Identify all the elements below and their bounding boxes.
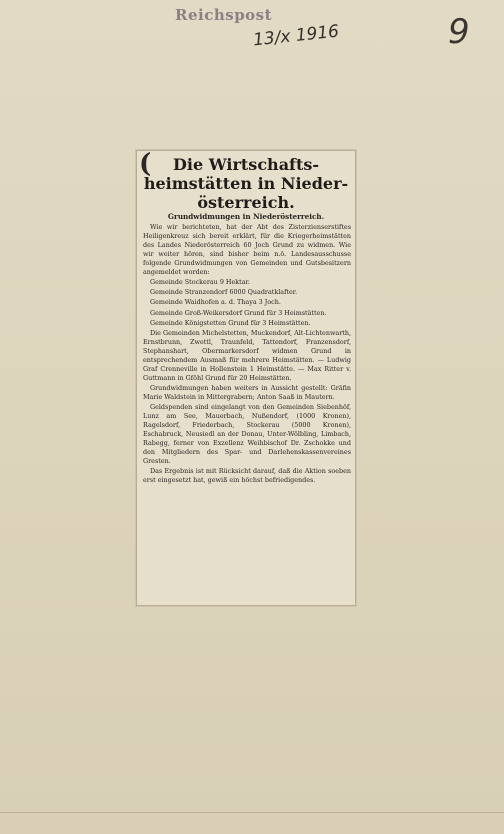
paragraph: Wie wir berichteten, hat der Abt des Zisterzienserstiftes Heiligenkreuz sich bereit erklärt, für die Kriegerheimstätten des Landes Niederösterreich 60 Joch Grund zu widmen. Wie wir weiter hören, sind bisher beim n.ö. Landesausschusse folgende Grundwidmungen von Gemeinden und Gutsbesitzern angemeldet worden: (143, 223, 351, 276)
paragraph: Gemeinde Waidhofen a. d. Thaya 3 Joch. (150, 298, 281, 307)
paragraph: Geldspenden sind eingelangt von den Gemeinden Siebenhöf, Lunz am See, Mauerbach, Nußendorf, (1000 Kronen), Ragelsdorf, Friederbach, Stockerau (5000 Kronen), Eschabruck, Neusiedl an der Donau, Unter-Wölbling, Limbach, Rabegg, ferner von Exzellenz Weihbischof Dr. Zschokke und den Mitgliedern des Spar- und Darlehenskassenvereines Gresten. (143, 403, 351, 465)
newspaper-stamp: Reichspost (175, 6, 273, 24)
paragraph: Die Gemeinden Michelstetten, Muckendorf, Alt-Lichtenwarth, Ernstbrunn, Zwettl, Traunfeld, Tattendorf, Franzensdorf, Stephanshart, Obermarkersdorf widmen Grund in entsprechendem Ausmaß für mehrere Heimstätten. — Ludwig Graf Crenneville in Hollenstein 1 Heimstätte. — Max Ritter v. Guttmann in Gföhl Grund für 20 Heimstätten. (143, 329, 351, 382)
headline: Die Wirtschafts- heimstätten in Nieder- österreich. (143, 155, 349, 212)
page-fold-line (0, 812, 504, 813)
handwritten-page-number: 9 (448, 12, 470, 52)
pencil-mark: ( (139, 149, 152, 179)
paragraph: Gemeinde Stockerau 9 Hektar. (150, 277, 250, 286)
paragraph: Grundwidmungen haben weiters in Aussicht gestellt: Gräfin Marie Waldstein in Mittergrabern; Anton Saaß in Mautern. (143, 384, 351, 402)
newspaper-clipping (136, 150, 356, 606)
paragraph: Gemeinde Stranzendorf 6000 Quadratklafter. (150, 288, 298, 297)
paragraph: Gemeinde Königstetten Grund für 3 Heimstätten. (150, 319, 311, 328)
subheadline: Grundwidmungen in Niederösterreich. (167, 212, 325, 221)
article-body (143, 223, 351, 486)
paragraph: Das Ergebnis ist mit Rücksicht darauf, daß die Aktion soeben erst eingesetzt hat, gewiß ein höchst befriedigendes. (143, 467, 351, 484)
paragraph: Gemeinde Groß-Weikersdorf Grund für 3 Heimstätten. (150, 308, 327, 317)
handwritten-date: 13/x 1916 (252, 21, 340, 51)
